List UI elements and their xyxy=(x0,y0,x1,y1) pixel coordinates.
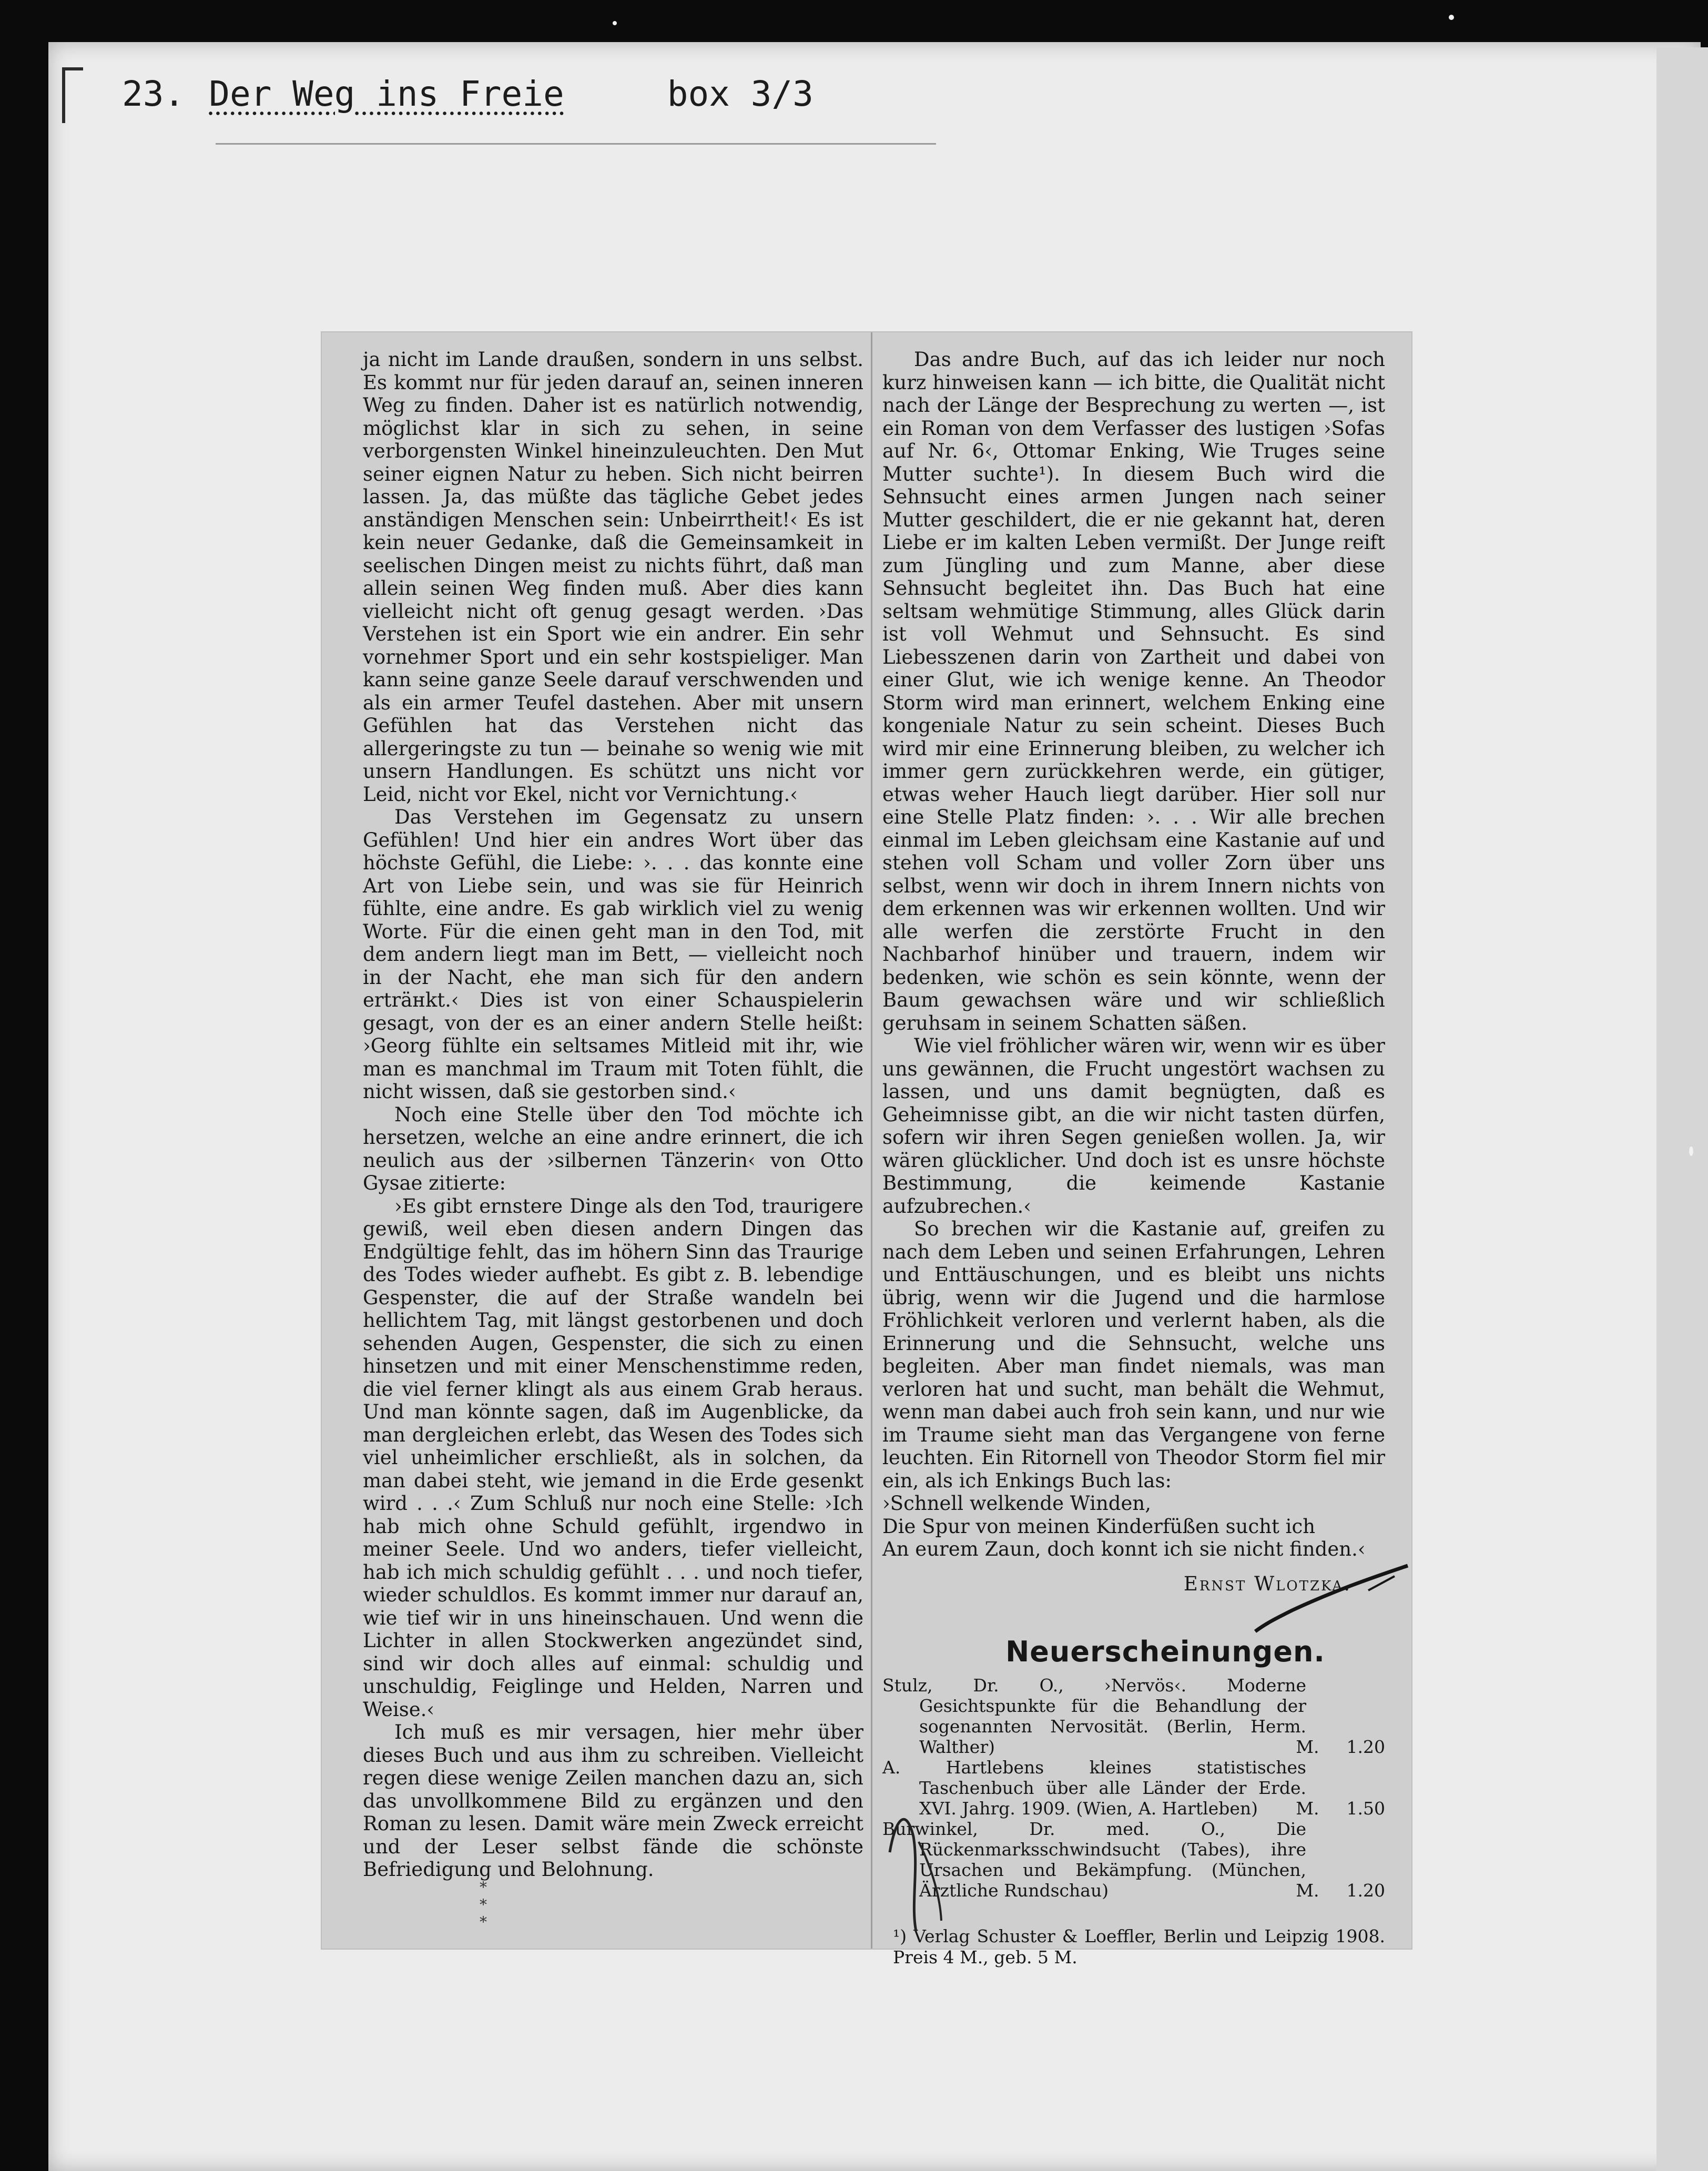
right-paragraph-1: Das andre Buch, auf das ich leider nur noch kurz hinweisen kann — ich bitte, die Qualität nicht nach der Länge der Besprechung zu werten —, ist ein Roman von dem Verfasser des lustigen ›Sofas auf Nr. 6‹, Ottomar Enking, Wie Truges seine Mutter suchte¹). In diesem Buch wird die Sehnsucht eines armen Jungen nach seiner Mutter geschildert, die er nie gekannt hat, deren Liebe er im kalten Leben vermißt. Der Junge reift zum Jüngling und zum Manne, aber diese Sehnsucht begleitet ihn. Das Buch hat eine seltsam wehmütige Stimmung, alles Glück darin ist voll Wehmut und Sehnsucht. Es sind Liebesszenen darin von Zartheit und dabei von einer Glut, wie ich wenige kenne. An Theodor Storm wird man erinnert, welchem Enking eine kongeniale Natur zu sein scheint. Dieses Buch wird mir eine Erinnerung bleiben, zu welcher ich immer gern zurückkehren werde, ein gütiger, etwas weher Hauch liegt darüber. Hier soll nur eine Stelle Platz finden: ›. . . Wir alle brechen einmal im Leben gleichsam eine Kastanie auf und stehen voll Scham und voller Zorn über uns selbst, wenn wir doch in ihrem Innern nichts von dem erkennen was wir erkennen wollten. Und wir alle werfen die zerstörte Frucht in den Nachbarhof hinüber und trauern, indem wir bedenken, wie schön es sein könnte, wenn der Baum gewachsen wäre und wir schließlich geruhsam in seinem Schatten säßen. xyxy=(882,348,1385,1034)
poem-line: An eurem Zaun, doch konnt ich sie nicht finden.‹ xyxy=(882,1538,1366,1560)
archive-header xyxy=(122,67,814,120)
list-item xyxy=(882,1675,1385,1757)
card-edge xyxy=(1656,47,1708,2171)
poem-line: Die Spur von meinen Kinderfüßen sucht ich xyxy=(882,1515,1316,1538)
entry-text: A. Hartlebens kleines statistisches Taschenbuch über alle Länder der Erde. XVI. Jahrg. 1909. (Wien, A. Hartleben) xyxy=(882,1757,1306,1819)
header-rule xyxy=(216,143,936,145)
new-releases-list xyxy=(882,1675,1385,1901)
price-value: 1.20 xyxy=(1346,1736,1385,1757)
left-paragraph-2: Das Verstehen im Gegensatz zu unsern Gefühlen! Und hier ein andres Wort über das höchste Gefühl, die Liebe: ›. . . das konnte eine Art von Liebe sein, und was sie für Heinrich fühlte, eine andre. Es gab wirklich viel zu wenig Worte. Für die einen geht man in den Tod, mit dem andern liegt man im Bett, — vielleicht noch in der Nacht, ehe man sich für den andern erträнkt.‹ Dies ist von einer Schauspielerin gesagt, von der es an einer andern Stelle heißt: ›Georg fühlte ein seltsames Mitleid mit ihr, wie man es manchmal im Traum mit Toten fühlt, die nicht wissen, daß sie gestorben sind.‹ xyxy=(363,806,863,1103)
left-column xyxy=(363,348,863,1881)
folder-title: Der Weg ins Freie xyxy=(209,73,564,114)
left-paragraph-3: Noch eine Stelle über den Tod möchte ich hersetzen, welche an eine andre erinnert, die ich neulich aus der ›silbernen Tänzerin‹ von Otto Gysae zitierte: xyxy=(363,1103,863,1194)
right-paragraph-2: Wie viel fröhlicher wären wir, wenn wir es über uns gewännen, die Frucht ungestört wachsen zu lassen, und uns damit begnügten, daß es Geheimnisse gibt, an die wir nicht tasten dürfen, sofern wir ihren Segen genießen wollen. Ja, wir wären glücklicher. Und doch ist es unsre höchste Bestimmung, die keimende Kastanie aufzubrechen.‹ xyxy=(882,1034,1385,1218)
box-label: box 3/3 xyxy=(667,73,814,114)
price-value: 1.50 xyxy=(1346,1798,1385,1819)
entry-text: Burwinkel, Dr. med. O., Die Rückenmarksschwindsucht (Tabes), ihre Ursachen und Bekämpfung. (München, Ärztliche Rundschau) xyxy=(882,1818,1306,1901)
corner-bracket xyxy=(62,67,83,123)
right-column xyxy=(882,348,1385,1968)
entry-text: Stulz, Dr. O., ›Nervös‹. Moderne Gesichtspunkte für die Behandlung der sogenannten Nervosität. (Berlin, Herm. Walther) xyxy=(882,1675,1306,1757)
new-releases-heading: Neuerscheinungen. xyxy=(1005,1635,1325,1668)
dust-speck xyxy=(1689,1147,1693,1156)
poem-line: ›Schnell welkende Winden, xyxy=(882,1492,1151,1515)
author-signature: Ernst Wlotzka. xyxy=(1183,1572,1351,1595)
entry-price xyxy=(1296,1798,1385,1819)
left-paragraph-5: Ich muß es mir versagen, hier mehr über dieses Buch und aus ihm zu schreiben. Vielleicht regen diese wenige Zeilen manchen dazu an, sich das unvollkommene Bild zu ergänzen und den Roman zu lesen. Damit wäre mein Zweck erreicht und der Leser selbst fände die schönste Befriedigung und Belohnung. xyxy=(363,1721,863,1881)
poem xyxy=(882,1492,1385,1561)
price-value: 1.20 xyxy=(1346,1880,1385,1901)
fold-line xyxy=(871,332,872,1949)
folder-number: 23. xyxy=(122,73,185,114)
section-separator: * * * xyxy=(480,1879,576,1931)
right-paragraph-3: So brechen wir die Kastanie auf, greifen zu nach dem Leben und seinen Erfahrungen, Lehren und Enttäuschungen, und es bleibt uns nichts übrig, wenn wir die Jugend und die harmlose Fröhlichkeit verloren und verlernt haben, als die Erinnerung und die Sehnsucht, welche uns begleiten. Aber man findet niemals, was man verloren hat und sucht, man behält die Wehmut, wenn man dabei auch froh sein kann, und nur wie im Traume sieht man das Vergangene von ferne leuchten. Ein Ritornell von Theodor Storm fiel mir ein, als ich Enkings Buch las: xyxy=(882,1218,1385,1492)
left-paragraph-4: ›Es gibt ernstere Dinge als den Tod, traurigere gewiß, weil eben diesen andern Dingen das Endgültige fehlt, das im höhern Sinn das Traurige des Todes wieder aufhebt. Es gibt z. B. lebendige Gespenster, die auf der Straße wandeln bei hellichtem Tag, mit längst gestorbenen und doch sehenden Augen, Gespenster, die sich zu einen hinsetzen und mit einer Menschenstimme reden, die viel ferner klingt als aus einem Grab heraus. Und man könnte sagen, daß im Augenblicke, da man dergleichen erlebt, das Wesen des Todes sich viel unheimlicher erschließt, als in solchen, da man dabei steht, wie jemand in die Erde gesenkt wird . . .‹ Zum Schluß nur noch eine Stelle: ›Ich hab mich ohne Schuld gefühlt, irgendwo in meiner Seele. Und wo anders, tiefer vielleicht, hab ich mich schuldig gefühlt . . . und noch tiefer, wieder schuldlos. Es kommt immer nur darauf an, wie tief wir in uns hineinschauen. Und wenn die Lichter in allen Stockwerken angezündet sind, sind wir doch alles auf einmal: schuldig und unschuldig, Feiglinge und Helden, Narren und Weise.‹ xyxy=(363,1194,863,1721)
price-currency: M. xyxy=(1296,1880,1319,1901)
list-item xyxy=(882,1757,1385,1819)
footnote: ¹) Verlag Schuster & Loeffler, Berlin und Leipzig 1908. Preis 4 M., geb. 5 M. xyxy=(893,1925,1385,1967)
left-paragraph-1: ja nicht im Lande draußen, sondern in uns selbst. Es kommt nur für jeden darauf an, seinen inneren Weg zu finden. Daher ist es natürlich notwendig, möglichst klar in sich zu sehen, in seine verborgensten Winkel hineinzuleuchten. Den Mut seiner eignen Natur zu heben. Sich nicht beirren lassen. Ja, das müßte das tägliche Gebet jedes anständigen Menschen sein: Unbeirrtheit!‹ Es ist kein neuer Gedanke, daß die Gemeinsamkeit in seelischen Dingen meist zu nichts führt, daß man allein seinen Weg finden muß. Aber dies kann vielleicht nicht oft genug gesagt werden. ›Das Verstehen ist ein Sport wie ein andrer. Ein sehr vornehmer Sport und ein sehr kostspieliger. Man kann seine ganze Seele darauf verschwenden und als ein armer Teufel dastehen. Aber mit unsern Gefühlen hat das Verstehen nicht das allergeringste zu tun — beinahe so wenig wie mit unsern Handlungen. Es schützt uns nicht vor Leid, nicht vor Ekel, nicht vor Vernichtung.‹ xyxy=(363,348,863,806)
price-currency: M. xyxy=(1296,1798,1319,1819)
dust-speck xyxy=(613,21,617,25)
dust-speck xyxy=(1449,15,1454,20)
price-currency: M. xyxy=(1296,1736,1319,1757)
entry-price xyxy=(1296,1880,1385,1901)
newspaper-clipping xyxy=(322,332,1411,1967)
list-item xyxy=(882,1819,1385,1901)
entry-price xyxy=(1296,1737,1385,1757)
